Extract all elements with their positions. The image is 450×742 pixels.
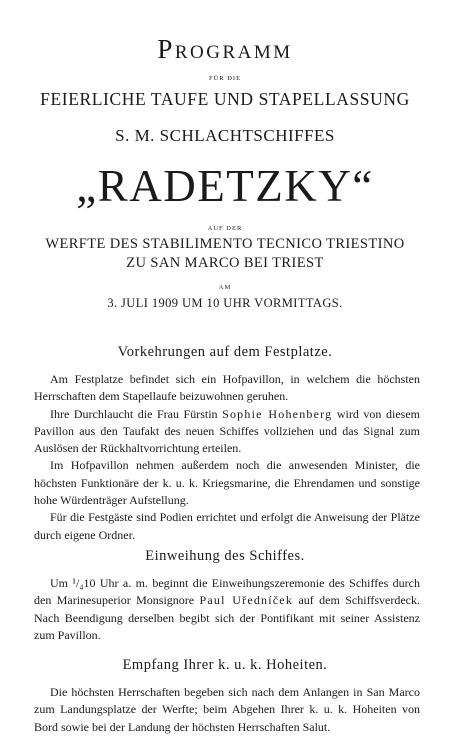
paragraph [34, 406, 420, 458]
paragraph: Am Festplatze befindet sich ein Hofpavillon, in welchem die höchsten Herrschaften dem Stapellaufe beizuwohnen geruhen. [34, 372, 420, 404]
paragraph-text: Ihre Durchlaucht die Frau Fürstin [50, 406, 223, 421]
paragraph-text: auf dem Schiffsverdeck. Nach Beendigung derselben begibt sich der Pontifikant mit seiner Assistenz zum Pavillon. [34, 593, 420, 642]
paragraph-text: wird von diesem Pavillon aus den Taufakt des neuen Schiffes vollziehen und das Signal zum Auslösen der Rückhaltvorrichtung erteilen. [34, 406, 420, 456]
date-line: 3. JULI 1909 UM 10 UHR VORMITTAGS. [107, 296, 343, 310]
paragraph [34, 575, 420, 644]
ship-type-line: S. M. SCHLACHTSCHIFFES [115, 126, 335, 145]
section-heading-empfang: Empfang Ihrer k. u. k. Hoheiten. [122, 657, 328, 673]
ship-name: „RADETZKY“ [76, 161, 374, 211]
paragraph: Die höchsten Herrschaften begeben sich nach dem Anlangen in San Marco zum Landungsplatze der Werfte; beim Abgehen Ihrer k. u. k. Hoheiten von Bord sowie bei der Landung der höchsten Herrschaften Salut. [34, 685, 420, 734]
person-name: Sophie Hohenberg [222, 406, 333, 421]
section-body-empfang [34, 684, 420, 736]
section-heading-festplatz: Vorkehrungen auf dem Festplatze. [117, 344, 333, 360]
am-line: AM [218, 284, 232, 291]
person-name: Paul Uředníček [199, 593, 294, 608]
paragraph: Im Hofpavillon nehmen außerdem noch die anwesenden Minister, die höchsten Funktionäre der k. u. k. Kriegsmarine, die Ehrendamen und sonstige hohe Würdenträger Aufstellung. [34, 458, 420, 508]
auf-der-line: AUF DER [207, 225, 243, 232]
section-body-einweihung [34, 575, 420, 644]
shipyard-line-1: WERFTE DES STABILIMENTO TECNICO TRIESTINO [45, 236, 405, 252]
document-title: Programm [157, 34, 293, 64]
section-heading-einweihung: Einweihung des Schiffes. [145, 548, 305, 564]
paragraph: Für die Festgäste sind Podien errichtet und erfolgt die Anweisung der Plätze durch eigene Ordner. [34, 510, 420, 542]
event-line: FEIERLICHE TAUFE UND STAPELLASSUNG [40, 89, 410, 109]
shipyard-line-2: ZU SAN MARCO BEI TRIEST [126, 255, 324, 271]
fuer-die-line: FÜR DIE [208, 75, 242, 82]
paragraph-text: Um ¹/₄10 Uhr a. m. beginnt die Einweihungszeremonie des Schiffes durch den Marinesuperior Monsignore [34, 576, 420, 608]
section-body-festplatz [34, 371, 420, 544]
